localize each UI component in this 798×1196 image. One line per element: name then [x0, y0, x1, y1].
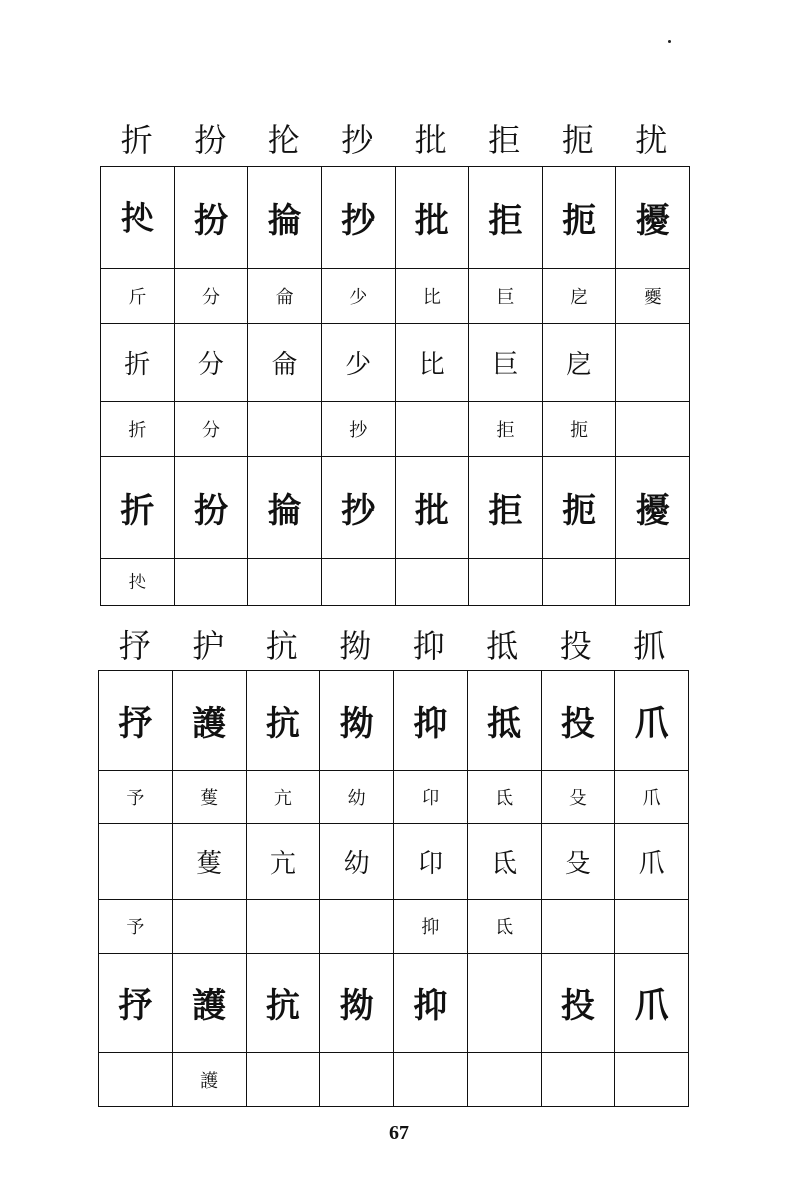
seal-script-glyph: 卬 [421, 787, 440, 809]
seal-script-glyph: 巨 [492, 349, 519, 380]
column-header: 抑 [412, 627, 445, 665]
glyph-cell [320, 899, 394, 953]
glyph-cell [394, 1053, 468, 1107]
glyph-cell [99, 953, 173, 1053]
seal-script-glyph: 抗 [265, 986, 300, 1027]
table-row [101, 401, 690, 456]
glyph-cell [616, 401, 690, 456]
glyph-cell [248, 324, 322, 402]
glyph-cell [101, 167, 175, 269]
glyph-cell [101, 324, 175, 402]
seal-script-glyph: 殳 [564, 849, 591, 880]
seal-script-glyph: 𢪍 [128, 571, 147, 593]
glyph-cell [101, 269, 175, 324]
glyph-cell [467, 1053, 541, 1107]
glyph-cell [172, 1053, 246, 1107]
glyph-cell [467, 953, 541, 1053]
column-header: 拗 [339, 627, 372, 665]
seal-script-glyph: 爪 [638, 849, 665, 880]
glyph-cell [248, 401, 322, 456]
glyph-cell [320, 824, 394, 900]
glyph-cell [542, 558, 616, 605]
glyph-cell [541, 671, 615, 771]
glyph-cell [615, 899, 689, 953]
glyph-cell [99, 671, 173, 771]
glyph-cell [469, 167, 543, 269]
glyph-cell [99, 770, 173, 824]
glyph-cell [172, 770, 246, 824]
seal-script-glyph: 護 [192, 986, 227, 1027]
seal-script-glyph: 投 [560, 986, 595, 1027]
seal-script-glyph: 氐 [491, 849, 518, 880]
seal-script-glyph: 戹 [566, 349, 593, 380]
table-row [101, 167, 690, 269]
glyph-cell [321, 456, 395, 558]
glyph-cell [321, 401, 395, 456]
glyph-cell [320, 671, 394, 771]
seal-script-glyph: 比 [418, 349, 445, 380]
seal-script-glyph: 夒 [643, 287, 662, 309]
glyph-cell [615, 953, 689, 1053]
seal-script-glyph: 幼 [343, 849, 370, 880]
seal-script-glyph: 殳 [568, 787, 587, 809]
glyph-cell [469, 456, 543, 558]
column-header: 抵 [486, 627, 519, 665]
seal-script-glyph: 拒 [488, 201, 523, 242]
seal-script-glyph: 侖 [271, 349, 298, 380]
glyph-cell [469, 269, 543, 324]
section1-glyph-table [100, 166, 690, 606]
column-header: 扮 [194, 121, 227, 159]
column-header: 拒 [488, 121, 521, 159]
seal-script-glyph: 批 [414, 490, 449, 531]
section1-header-row [100, 120, 688, 160]
glyph-cell [174, 167, 248, 269]
glyph-cell [246, 671, 320, 771]
seal-script-glyph: 𢪍 [120, 199, 155, 240]
table-row [101, 558, 690, 605]
glyph-cell [542, 401, 616, 456]
glyph-cell [174, 324, 248, 402]
section2-glyph-table [98, 670, 689, 1107]
seal-script-glyph: 折 [120, 490, 155, 531]
glyph-cell [615, 1053, 689, 1107]
seal-script-glyph: 比 [422, 287, 441, 309]
seal-script-glyph: 護 [200, 1070, 219, 1092]
seal-script-glyph: 戹 [570, 287, 589, 309]
seal-script-glyph: 拒 [488, 490, 523, 531]
glyph-cell [395, 167, 469, 269]
table-row [99, 770, 689, 824]
seal-script-glyph: 扮 [193, 201, 228, 242]
seal-script-glyph: 斤 [128, 287, 147, 309]
glyph-cell [246, 953, 320, 1053]
seal-script-glyph: 折 [128, 419, 147, 441]
seal-script-glyph: 予 [126, 787, 145, 809]
seal-script-glyph: 氐 [495, 787, 514, 809]
glyph-cell [99, 824, 173, 900]
column-header: 护 [192, 627, 225, 665]
glyph-cell [174, 558, 248, 605]
seal-script-glyph: 抵 [487, 703, 522, 744]
glyph-cell [248, 558, 322, 605]
glyph-cell [394, 899, 468, 953]
seal-script-glyph: 亢 [269, 849, 296, 880]
glyph-cell [395, 401, 469, 456]
seal-script-glyph: 爪 [642, 787, 661, 809]
seal-script-glyph: 抑 [421, 917, 440, 939]
column-header: 抡 [267, 121, 300, 159]
glyph-cell [395, 456, 469, 558]
seal-script-glyph: 爪 [634, 703, 669, 744]
glyph-cell [542, 456, 616, 558]
seal-script-glyph: 氐 [495, 917, 514, 939]
glyph-cell [320, 953, 394, 1053]
glyph-cell [394, 953, 468, 1053]
glyph-cell [394, 671, 468, 771]
glyph-cell [172, 671, 246, 771]
glyph-cell [467, 770, 541, 824]
seal-script-glyph: 少 [345, 349, 372, 380]
seal-script-glyph: 少 [349, 287, 368, 309]
seal-script-glyph: 扼 [570, 419, 589, 441]
section2-header-row [98, 626, 686, 666]
seal-script-glyph: 幼 [347, 787, 366, 809]
seal-script-glyph: 擾 [635, 201, 670, 242]
glyph-cell [172, 824, 246, 900]
page-number: 67 [389, 1122, 409, 1144]
glyph-cell [616, 456, 690, 558]
column-header: 抄 [341, 121, 374, 159]
glyph-cell [541, 770, 615, 824]
glyph-cell [467, 671, 541, 771]
seal-script-glyph: 拒 [496, 419, 515, 441]
glyph-cell [246, 1053, 320, 1107]
glyph-cell [320, 770, 394, 824]
glyph-cell [320, 1053, 394, 1107]
glyph-cell [616, 269, 690, 324]
glyph-cell [542, 269, 616, 324]
glyph-cell [394, 770, 468, 824]
glyph-cell [395, 269, 469, 324]
column-header: 抓 [633, 627, 666, 665]
seal-script-glyph: 扼 [562, 490, 597, 531]
seal-script-glyph: 掄 [267, 490, 302, 531]
glyph-cell [467, 824, 541, 900]
seal-script-glyph: 折 [124, 349, 151, 380]
table-row [99, 824, 689, 900]
seal-script-glyph: 侖 [275, 287, 294, 309]
column-header: 抗 [265, 627, 298, 665]
seal-script-glyph: 拗 [339, 703, 374, 744]
seal-script-glyph: 爪 [634, 986, 669, 1027]
glyph-cell [394, 824, 468, 900]
seal-script-glyph: 護 [192, 703, 227, 744]
table-row [99, 671, 689, 771]
glyph-cell [615, 770, 689, 824]
table-row [99, 1053, 689, 1107]
glyph-cell [248, 167, 322, 269]
seal-script-glyph: 分 [201, 287, 220, 309]
page-mark [668, 40, 671, 43]
column-header: 扰 [635, 121, 668, 159]
glyph-cell [246, 824, 320, 900]
seal-script-glyph: 擾 [635, 490, 670, 531]
column-header: 折 [120, 121, 153, 159]
glyph-cell [321, 167, 395, 269]
table-row [101, 456, 690, 558]
seal-script-glyph: 抗 [265, 703, 300, 744]
glyph-cell [541, 899, 615, 953]
glyph-cell [616, 558, 690, 605]
seal-script-glyph: 抄 [341, 490, 376, 531]
seal-script-glyph: 抒 [118, 703, 153, 744]
seal-script-glyph: 抄 [349, 419, 368, 441]
glyph-cell [616, 324, 690, 402]
seal-script-glyph: 扼 [562, 201, 597, 242]
glyph-cell [174, 269, 248, 324]
glyph-cell [469, 324, 543, 402]
seal-script-glyph: 蒦 [200, 787, 219, 809]
column-header: 扼 [561, 121, 594, 159]
glyph-cell [101, 401, 175, 456]
glyph-cell [616, 167, 690, 269]
seal-script-glyph: 予 [126, 917, 145, 939]
seal-script-glyph: 蒦 [196, 849, 223, 880]
glyph-cell [469, 401, 543, 456]
glyph-cell [615, 824, 689, 900]
glyph-cell [246, 899, 320, 953]
seal-script-glyph: 批 [414, 201, 449, 242]
glyph-cell [615, 671, 689, 771]
seal-script-glyph: 抄 [341, 201, 376, 242]
glyph-cell [321, 269, 395, 324]
glyph-cell [321, 558, 395, 605]
seal-script-glyph: 抑 [413, 703, 448, 744]
glyph-cell [174, 456, 248, 558]
glyph-cell [321, 324, 395, 402]
seal-script-glyph: 投 [560, 703, 595, 744]
glyph-cell [101, 558, 175, 605]
seal-script-glyph: 亢 [273, 787, 292, 809]
glyph-cell [248, 456, 322, 558]
seal-script-glyph: 分 [197, 349, 224, 380]
seal-script-glyph: 分 [201, 419, 220, 441]
glyph-cell [99, 1053, 173, 1107]
glyph-cell [174, 401, 248, 456]
glyph-cell [99, 899, 173, 953]
column-header: 批 [414, 121, 447, 159]
glyph-cell [541, 824, 615, 900]
column-header: 抒 [118, 627, 151, 665]
glyph-cell [246, 770, 320, 824]
seal-script-glyph: 抑 [413, 986, 448, 1027]
glyph-cell [541, 1053, 615, 1107]
seal-script-glyph: 抒 [118, 986, 153, 1027]
glyph-cell [542, 167, 616, 269]
glyph-cell [395, 324, 469, 402]
seal-script-glyph: 卬 [417, 849, 444, 880]
glyph-cell [467, 899, 541, 953]
seal-script-glyph: 拗 [339, 986, 374, 1027]
seal-script-glyph: 扮 [193, 490, 228, 531]
table-row [99, 899, 689, 953]
column-header: 投 [559, 627, 592, 665]
table-row [101, 269, 690, 324]
glyph-cell [541, 953, 615, 1053]
glyph-cell [172, 899, 246, 953]
glyph-cell [101, 456, 175, 558]
table-row [101, 324, 690, 402]
glyph-cell [172, 953, 246, 1053]
glyph-cell [542, 324, 616, 402]
seal-script-glyph: 巨 [496, 287, 515, 309]
glyph-cell [248, 269, 322, 324]
seal-script-glyph: 掄 [267, 201, 302, 242]
glyph-cell [395, 558, 469, 605]
glyph-cell [469, 558, 543, 605]
table-row [99, 953, 689, 1053]
